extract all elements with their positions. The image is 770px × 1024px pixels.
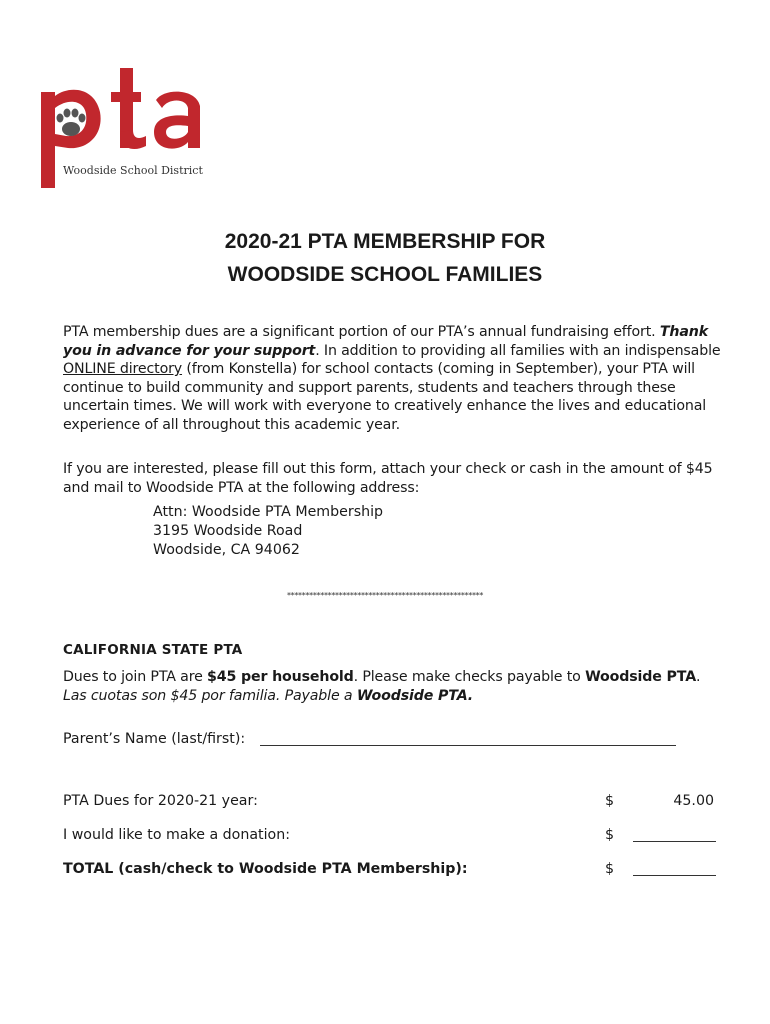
address-line-1: Attn: Woodside PTA Membership xyxy=(153,504,384,520)
donation-amount-field[interactable] xyxy=(633,841,716,842)
total-currency: $ xyxy=(605,861,615,877)
intro-thanks: Thank you in advance for your support xyxy=(63,324,708,359)
intro-text-3: (from Konstella) for school contacts (coming in September), your PTA will continue to build community and support parents, students and teachers through these uncertain times. We will work with everyone to creatively enhance the lives and educational experience of all throughout this academic year. xyxy=(63,361,707,433)
parent-name-label: Parent’s Name (last/first): xyxy=(63,731,246,747)
section-heading: CALIFORNIA STATE PTA xyxy=(63,642,243,658)
pta-logo xyxy=(38,62,218,192)
total-amount-field[interactable] xyxy=(633,875,716,876)
title-line-1: 2020-21 PTA MEMBERSHIP FOR xyxy=(224,230,546,253)
intro-paragraph xyxy=(63,323,723,435)
payable-to: Woodside PTA xyxy=(585,669,697,685)
dues-currency: $ xyxy=(605,793,615,809)
dues-text-2: . Please make checks payable to xyxy=(353,669,581,685)
intro-text-2: . In addition to providing all families with an indispensable xyxy=(315,342,721,359)
dues-paragraph xyxy=(63,668,723,705)
page-title xyxy=(0,225,770,291)
intro-text-1: PTA membership dues are a significant portion of our PTA’s annual fundraising effort. xyxy=(63,324,656,340)
dues-amount-text: $45 per household xyxy=(207,669,354,685)
separator: ***************************************************** xyxy=(286,591,484,600)
dues-text-3: . xyxy=(696,669,701,685)
spanish-text: Las cuotas son $45 por familia. Payable a xyxy=(63,687,353,704)
address-line-2: 3195 Woodside Road xyxy=(153,523,303,539)
dues-amount: 45.00 xyxy=(673,793,714,809)
instructions-paragraph: If you are interested, please fill out this form, attach your check or cash in the amount of $45 and mail to Woodside PTA at the following address: xyxy=(63,461,713,496)
donation-label: I would like to make a donation: xyxy=(63,827,291,843)
title-line-2: WOODSIDE SCHOOL FAMILIES xyxy=(227,263,543,286)
total-label: TOTAL (cash/check to Woodside PTA Membership): xyxy=(63,861,468,877)
online-directory-link[interactable]: ONLINE directory xyxy=(63,361,183,378)
address-line-3: Woodside, CA 94062 xyxy=(153,542,300,558)
parent-name-field[interactable] xyxy=(260,745,676,746)
dues-label: PTA Dues for 2020-21 year: xyxy=(63,793,258,809)
spanish-payable: Woodside PTA. xyxy=(356,687,474,704)
donation-currency: $ xyxy=(605,827,615,843)
dues-text-1: Dues to join PTA are xyxy=(63,669,203,685)
logo-caption: Woodside School District xyxy=(63,164,203,177)
mailing-address xyxy=(153,503,383,560)
